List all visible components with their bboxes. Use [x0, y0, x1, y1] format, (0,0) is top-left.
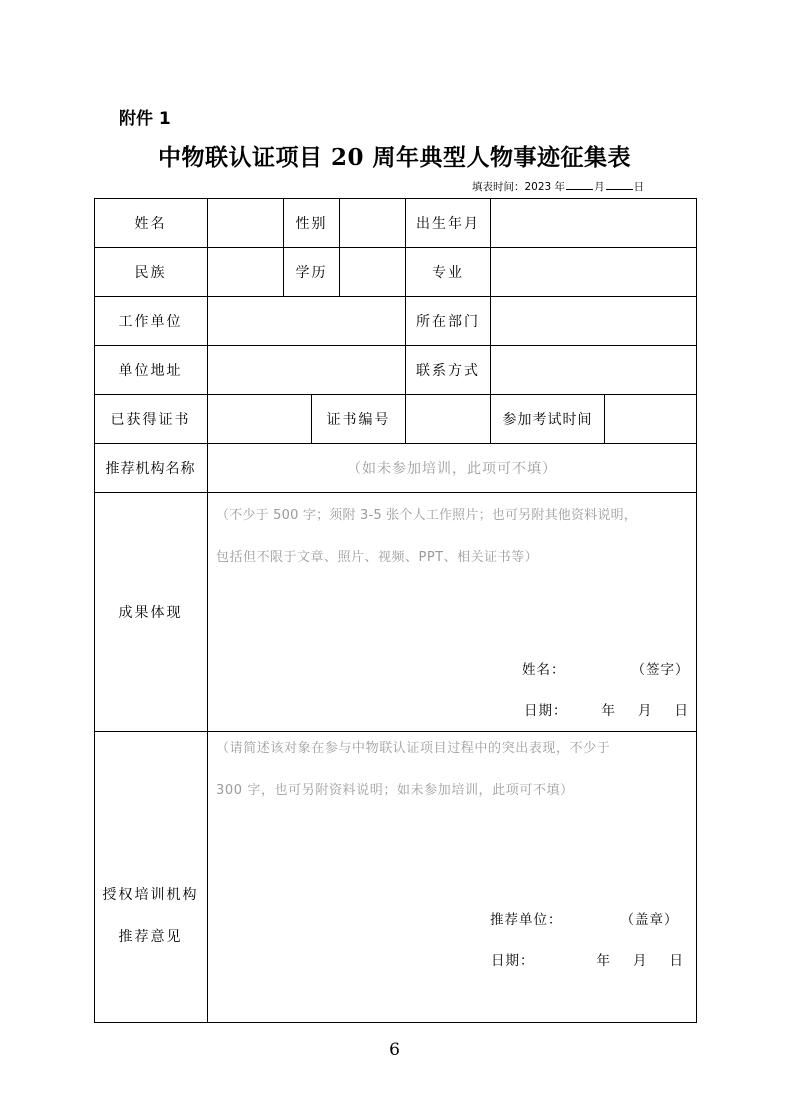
signature-unit-label: 推荐单位：	[490, 912, 563, 928]
education-field[interactable]	[340, 248, 405, 296]
cert-number-field[interactable]	[406, 395, 490, 443]
name-field[interactable]	[208, 199, 283, 247]
opinion-label	[94, 732, 207, 1022]
department-field[interactable]	[491, 297, 696, 345]
birth-field[interactable]	[491, 199, 696, 247]
department-label: 所在部门	[416, 313, 480, 330]
opinion-label-line2: 推荐意见	[118, 928, 183, 945]
fill-time-day: 日	[633, 181, 645, 193]
signature-name-label: 姓名：	[522, 662, 566, 678]
achievement-label: 成果体现	[118, 604, 183, 621]
month-blank[interactable]	[566, 180, 593, 190]
form-title: 中物联认证项目 20 周年典型人物事迹征集表	[157, 144, 632, 171]
date-month: 月	[638, 703, 653, 719]
attachment-label: 附件 1	[119, 109, 171, 129]
name-label: 姓名	[134, 215, 167, 232]
seal-note: （盖章）	[620, 912, 679, 928]
address-label: 单位地址	[118, 362, 183, 379]
page-number: 6	[389, 1040, 400, 1060]
recommender-field[interactable]	[208, 444, 696, 492]
opinion-label-line1: 授权培训机构	[102, 886, 199, 903]
achievement-hint-line2: 包括但不限于文章、照片、视频、PPT、相关证书等）	[216, 550, 539, 565]
workplace-label: 工作单位	[118, 313, 183, 330]
cert-number-label: 证书编号	[326, 411, 391, 428]
date-month: 月	[633, 953, 648, 969]
recommender-label: 推荐机构名称	[105, 460, 196, 477]
workplace-field[interactable]	[208, 297, 405, 345]
achievement-hint-line1: （不少于 500 字；须附 3-5 张个人工作照片；也可另附其他资料说明，	[216, 508, 637, 523]
date-year: 年	[596, 953, 611, 969]
fill-time	[472, 179, 644, 194]
address-field[interactable]	[208, 346, 405, 394]
major-label: 专业	[432, 264, 464, 281]
birth-label: 出生年月	[416, 215, 480, 232]
signature-note: （签字）	[631, 662, 690, 678]
education-label: 学历	[295, 264, 328, 281]
date-label: 日期：	[491, 953, 535, 969]
contact-field[interactable]	[491, 346, 696, 394]
collection-form	[94, 198, 697, 1023]
gender-label: 性别	[295, 215, 328, 232]
ethnicity-label: 民族	[134, 264, 167, 281]
border-bottom	[94, 1022, 697, 1023]
fill-time-prefix: 填表时间：2023 年	[472, 181, 566, 193]
opinion-signature	[490, 908, 679, 928]
opinion-hint-line2: 300 字，也可另附资料说明；如未参加培训，此项可不填）	[216, 783, 574, 798]
exam-time-field[interactable]	[605, 395, 696, 443]
border-right	[696, 198, 697, 1023]
day-blank[interactable]	[606, 180, 633, 190]
date-label: 日期：	[524, 703, 568, 719]
gender-field[interactable]	[340, 199, 405, 247]
recommender-hint: （如未参加培训，此项可不填）	[347, 461, 557, 477]
contact-label: 联系方式	[416, 362, 480, 379]
opinion-date	[491, 949, 684, 969]
achievement-signature	[522, 658, 690, 678]
certificate-field[interactable]	[208, 395, 311, 443]
date-day: 日	[669, 953, 684, 969]
major-field[interactable]	[491, 248, 696, 296]
fill-time-month: 月	[594, 181, 605, 193]
opinion-hint-line1: （请简述该对象在参与中物联认证项目过程中的突出表现，不少于	[216, 741, 611, 756]
date-day: 日	[674, 703, 689, 719]
exam-time-label: 参加考试时间	[502, 411, 593, 428]
achievement-date	[524, 699, 689, 719]
date-year: 年	[601, 703, 616, 719]
certificate-label: 已获得证书	[110, 411, 191, 428]
ethnicity-field[interactable]	[208, 248, 283, 296]
